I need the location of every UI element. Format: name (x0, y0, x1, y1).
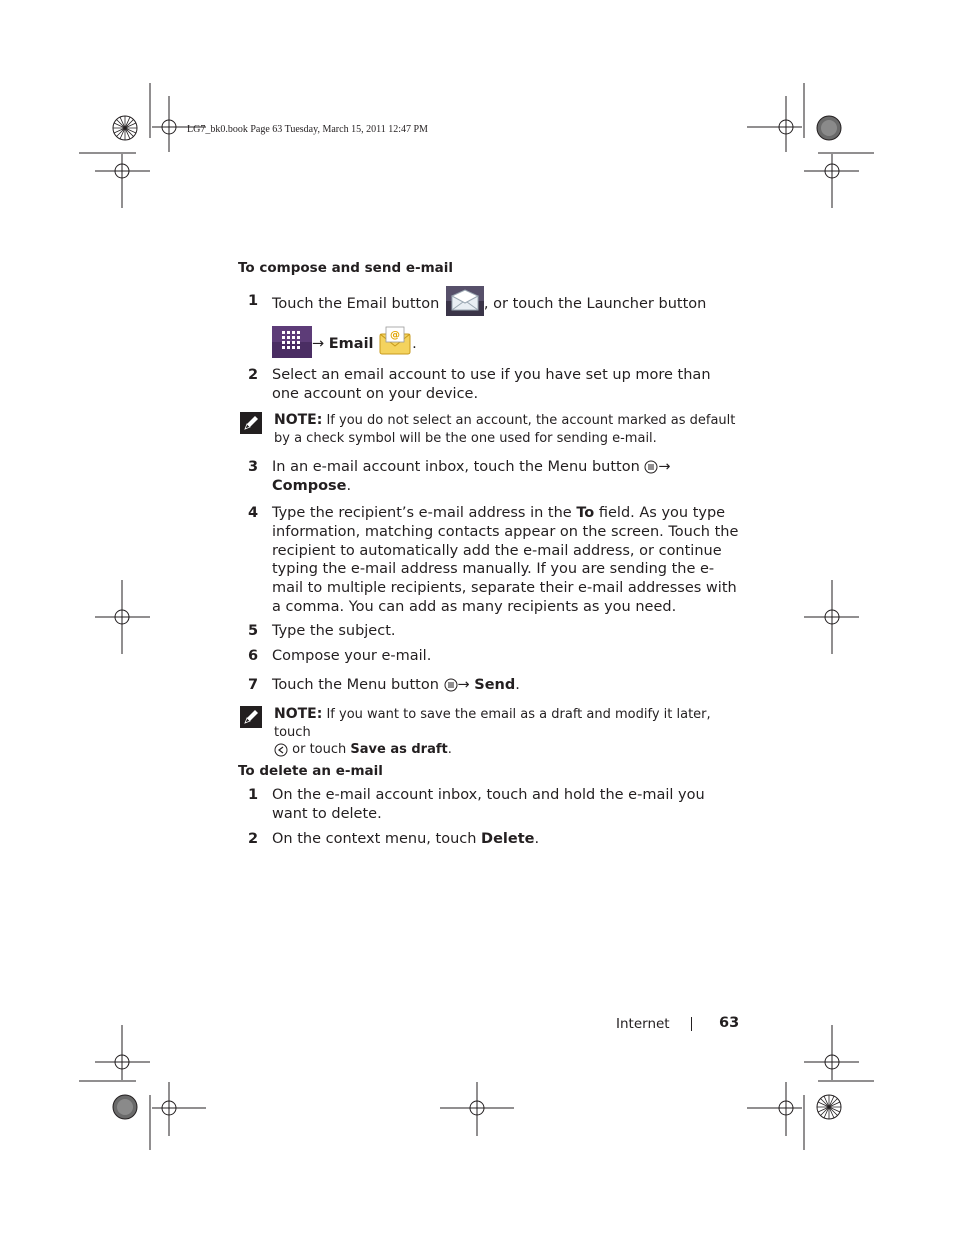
to-field-label: To (576, 505, 595, 521)
step-text: In an e-mail account inbox, touch the Menu button (272, 459, 640, 475)
note-text: or touch (288, 742, 351, 757)
period: . (515, 677, 520, 693)
period: . (412, 336, 417, 352)
step-number: 5 (248, 623, 259, 639)
note-label: NOTE: (274, 706, 323, 722)
svg-text:@: @ (390, 330, 401, 341)
step-number: 1 (248, 787, 259, 803)
section-heading-delete: To delete an e-mail (238, 763, 383, 779)
page-footer (616, 1015, 740, 1032)
arrow-symbol: → (312, 336, 325, 352)
step-body (272, 330, 742, 358)
email-app-icon (446, 286, 484, 316)
note-text: If you want to save the email as a draft and modify it later, touch (274, 707, 711, 740)
step-number: 3 (248, 459, 259, 475)
step-text: Type the subject. (272, 623, 396, 639)
step-text: On the e-mail account inbox, touch and hold the e-mail you want to delete. (272, 787, 705, 822)
step-text: Select an email account to use if you have set up more than one account on your device. (272, 367, 711, 402)
period: . (346, 477, 352, 494)
step-number: 2 (248, 367, 259, 383)
note-text: If you do not select an account, the account marked as default by a check symbol will be the one used for sending e-mail. (274, 413, 736, 446)
period: . (447, 742, 452, 757)
delete-label: Delete (481, 831, 535, 847)
step-text: , or touch the Launcher button (483, 296, 707, 312)
email-envelope-icon (378, 326, 412, 356)
step-text: Compose your e-mail. (272, 648, 432, 664)
step-text: Type the recipient’s e-mail address in the (272, 505, 577, 521)
back-icon (274, 743, 288, 757)
compose-label: Compose (272, 477, 347, 494)
note-label: NOTE: (274, 412, 323, 428)
book-meta-header: LG7_bk0.book Page 63 Tuesday, March 15, 2011 12:47 PM (187, 124, 428, 135)
step-number: 1 (248, 293, 259, 309)
note-body (274, 412, 740, 447)
step-text: field. As you type information, matching contacts appear on the screen. Touch the recipient to automatically add the e-mail address, or continue typing the e-mail address manually. If you are sending the e-mail to multiple recipients, separate their e-mail addresses with a comma. You can add as many recipients as you need. (272, 505, 739, 615)
page-number: 63 (719, 1015, 740, 1031)
step-number: 2 (248, 831, 259, 847)
step-body (272, 830, 742, 849)
menu-icon (444, 678, 458, 692)
send-label: Send (474, 677, 516, 693)
note-body (274, 706, 740, 759)
section-heading-compose: To compose and send e-mail (238, 260, 454, 276)
email-label: Email (328, 336, 374, 352)
note-pencil-icon (240, 706, 262, 728)
footer-section-name: Internet (616, 1016, 670, 1032)
note-pencil-icon (240, 412, 262, 434)
step-number: 4 (248, 505, 259, 521)
arrow-symbol: → (658, 459, 671, 475)
step-text: Touch the Menu button (272, 677, 439, 693)
arrow-symbol: → (457, 677, 470, 693)
footer-divider (691, 1017, 692, 1031)
menu-icon (644, 460, 658, 474)
step-body (272, 458, 742, 496)
step-body (272, 676, 742, 695)
save-as-draft-label: Save as draft (350, 742, 448, 757)
step-text: Touch the Email button (272, 296, 440, 312)
step-body (272, 292, 742, 316)
step-body (272, 504, 742, 617)
step-text: On the context menu, touch (272, 831, 482, 847)
step-number: 6 (248, 648, 259, 664)
step-number: 7 (248, 677, 259, 693)
launcher-grid-icon (272, 326, 312, 358)
period: . (534, 831, 540, 847)
